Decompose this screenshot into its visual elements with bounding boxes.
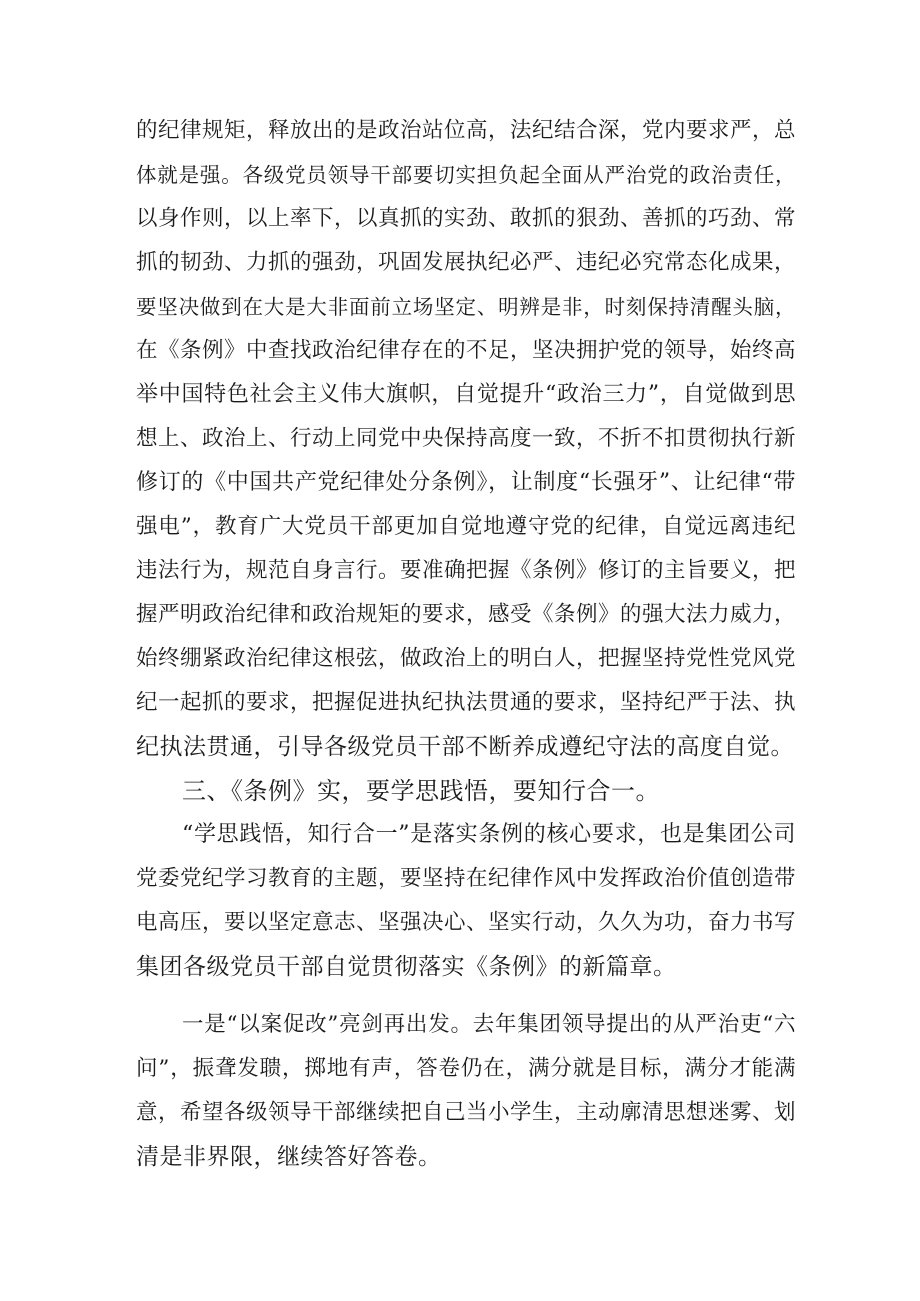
text-line: 在《条例》中查找政治纪律存在的不足，坚决拥护党的领导，始终高 <box>136 338 797 363</box>
text-line: 举中国特色社会主义伟大旗帜，自觉提升“政治三力”，自觉做到思 <box>136 382 796 407</box>
text-line: 集团各级党员干部自觉贯彻落实《条例》的新篇章。 <box>136 954 677 980</box>
section-heading: 三、《条例》实，要学思践悟，要知行合一。 <box>182 777 660 805</box>
text-line: 握严明政治纪律和政治规矩的要求，感受《条例》的强大法力威力， <box>136 602 797 627</box>
text-line: 修订的《中国共产党纪律处分条例》，让制度“长强牙”、让纪律“带 <box>136 470 796 495</box>
text-line: 纪一起抓的要求，把握促进执纪执法贯通的要求，坚持纪严于法、执 <box>136 690 797 715</box>
text-line: 强电”，教育广大党员干部更加自觉地遵守党的纪律，自觉远离违纪 <box>136 514 796 539</box>
text-line: 以身作则，以上率下，以真抓的实劲、敢抓的狠劲、善抓的巧劲、常 <box>136 206 797 231</box>
text-line: 始终绷紧政治纪律这根弦，做政治上的明白人，把握坚持党性党风党 <box>136 646 797 671</box>
text-line: 体就是强。各级党员领导干部要切实担负起全面从严治党的政治责任， <box>136 163 796 187</box>
text-line: 违法行为，规范自身言行。要准确把握《条例》修订的主旨要义，把 <box>136 558 797 583</box>
text-line: “学思践悟，知行合一”是落实条例的核心要求，也是集团公司 <box>182 822 796 847</box>
text-line: 清是非界限，继续答好答卷。 <box>136 1144 442 1170</box>
text-line: 问”，振聋发聩，掷地有声，答卷仍在，满分就是目标，满分才能满 <box>136 1056 796 1081</box>
text-line: 一是“以案促改”亮剑再出发。去年集团领导提出的从严治吏“六 <box>182 1012 796 1037</box>
text-line: 抓的韧劲、力抓的强劲，巩固发展执纪必严、违纪必究常态化成果， <box>136 250 797 275</box>
text-line: 想上、政治上、行动上同党中央保持高度一致，不折不扣贯彻执行新 <box>136 426 797 451</box>
text-line: 电高压，要以坚定意志、坚强决心、坚实行动，久久为功，奋力书写 <box>136 910 797 935</box>
text-line: 的纪律规矩，释放出的是政治站位高，法纪结合深，党内要求严，总 <box>136 118 797 143</box>
text-line: 要坚决做到在大是大非面前立场坚定、明辨是非，时刻保持清醒头脑， <box>136 295 796 319</box>
text-line: 意，希望各级领导干部继续把自己当小学生，主动廓清思想迷雾、划 <box>136 1100 797 1125</box>
text-line: 纪执法贯通，引导各级党员干部不断养成遵纪守法的高度自觉。 <box>136 734 794 760</box>
text-line: 党委党纪学习教育的主题，要坚持在纪律作风中发挥政治价值创造带 <box>136 866 797 891</box>
